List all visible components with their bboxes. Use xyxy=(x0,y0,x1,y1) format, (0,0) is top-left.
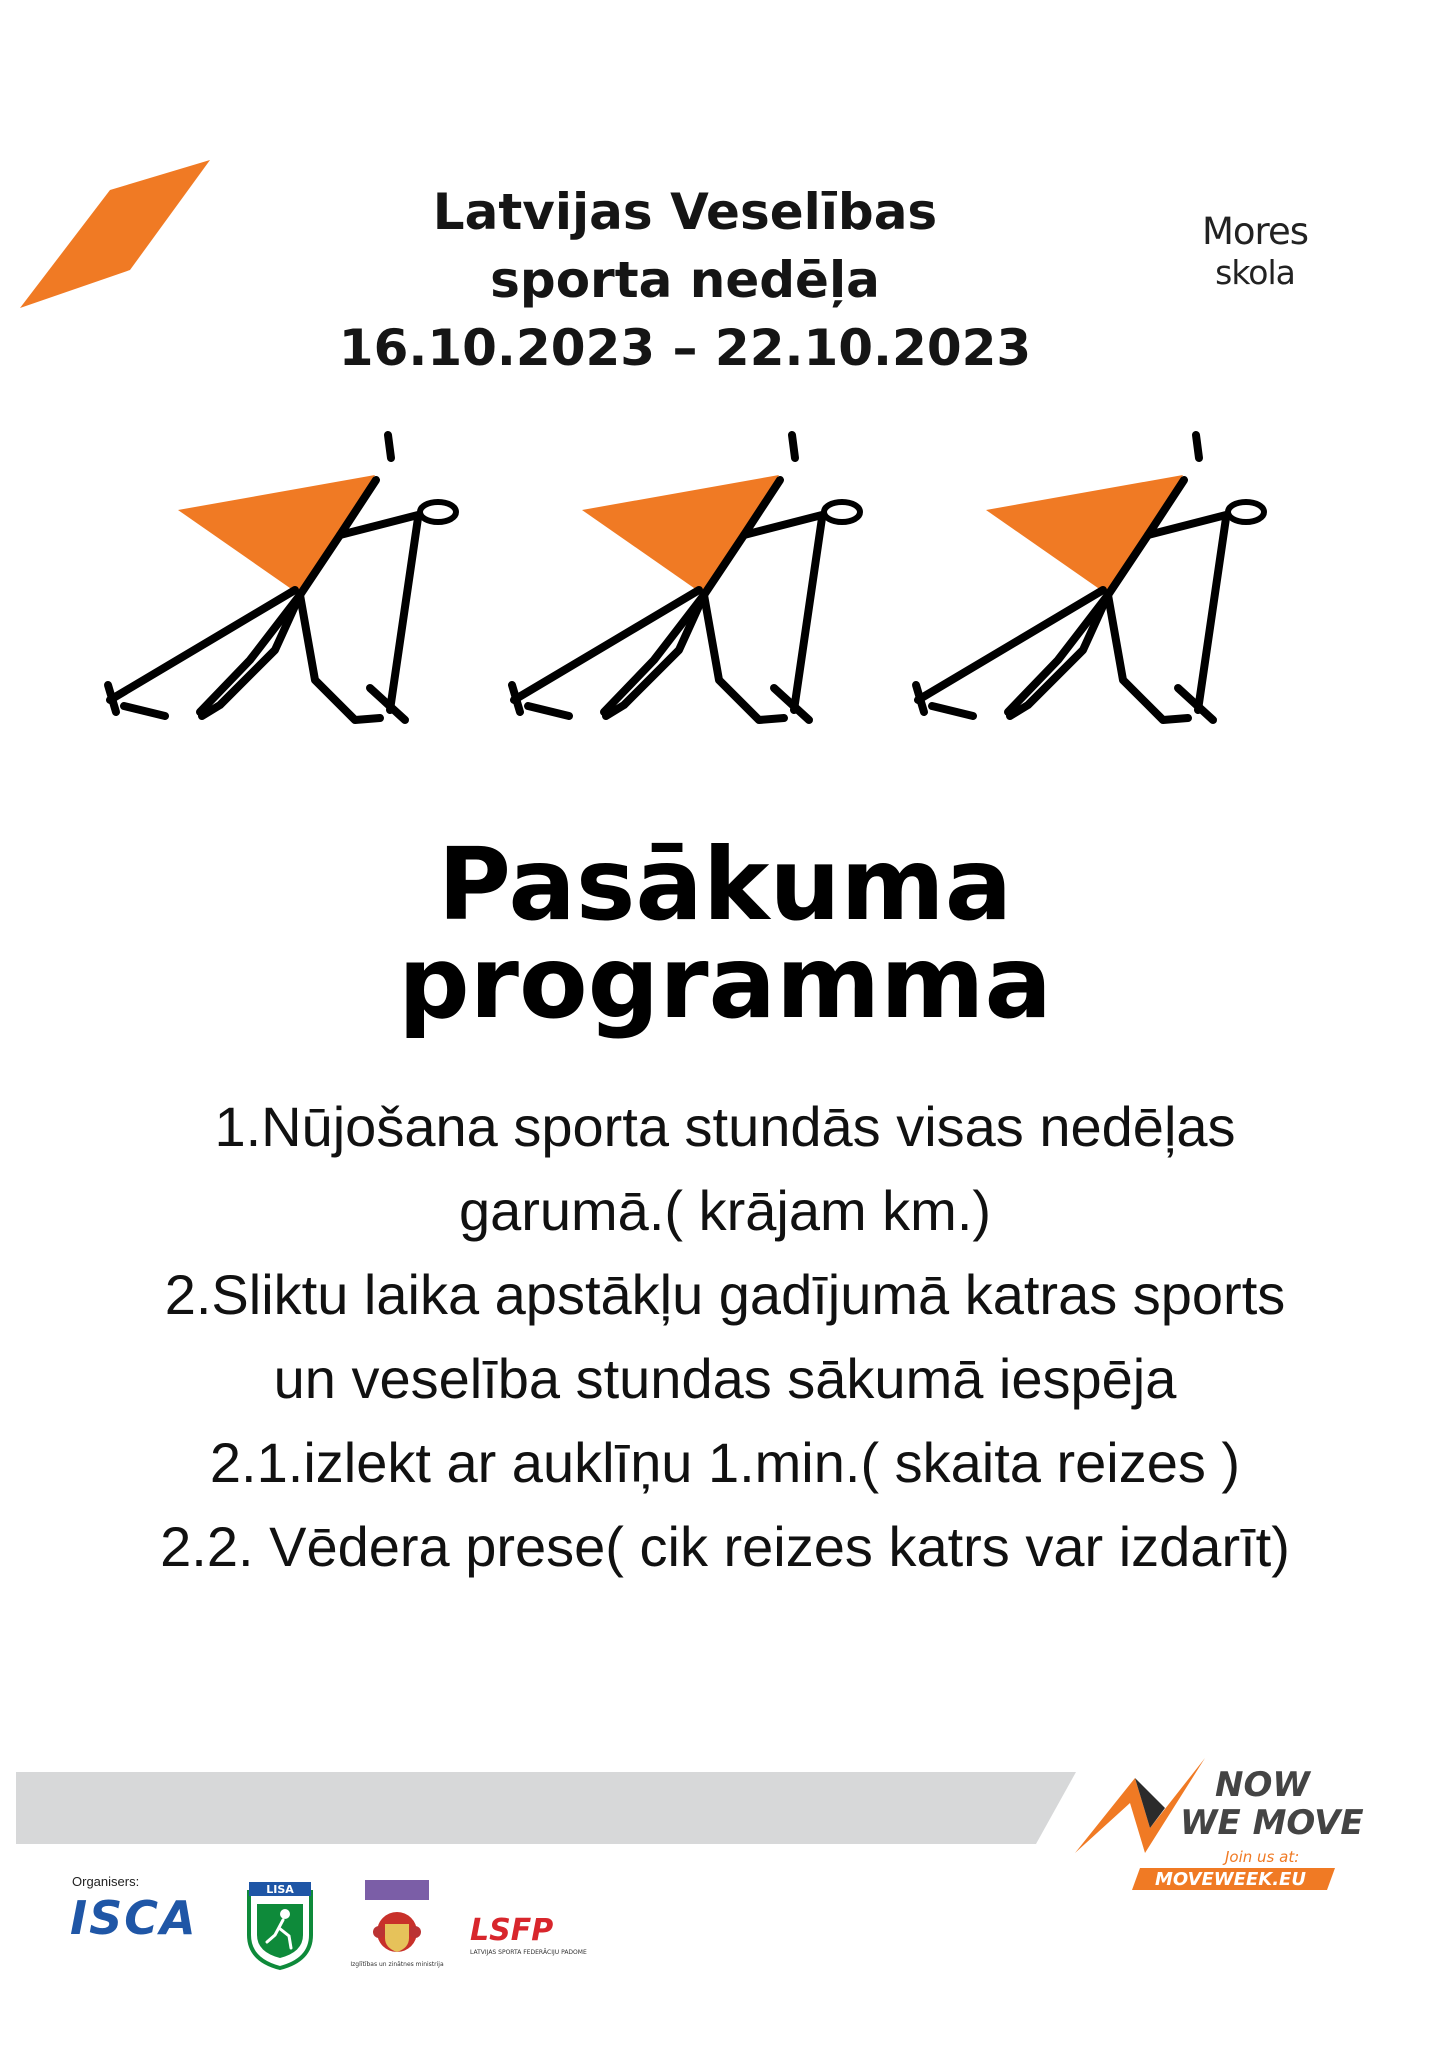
event-header xyxy=(250,178,1120,382)
program-list xyxy=(90,1085,1360,1589)
nordic-walker-figure-icon xyxy=(504,420,874,740)
program-item: 2.1.izlekt ar auklīņu 1.min.( skaita reizes ) xyxy=(209,1431,1241,1494)
program-item: garumā.( krājam km.) xyxy=(458,1179,992,1242)
header-line-1: Latvijas Veselības xyxy=(432,183,938,241)
corner-arrow-logo-icon xyxy=(20,160,230,310)
header-line-2: sporta nedēļa xyxy=(490,251,880,309)
ministry-logo-text: Izglītības un zinātnes ministrija xyxy=(350,1961,444,1968)
nwm-url-text: MOVEWEEK.EU xyxy=(1155,1869,1306,1890)
header-dates: 16.10.2023 – 22.10.2023 xyxy=(338,319,1032,377)
program-title-line-2: programma xyxy=(398,924,1052,1041)
lsfp-logo-icon xyxy=(468,1910,608,1960)
school-name-line-1: Mores xyxy=(1202,210,1308,253)
footer-band xyxy=(16,1772,1076,1844)
isca-logo-text: ISCA xyxy=(70,1891,198,1945)
lisa-shield-logo-icon xyxy=(245,1880,315,1970)
organisers-label: Organisers: xyxy=(72,1874,140,1889)
nordic-walker-figure-icon xyxy=(100,420,470,740)
lsfp-subtitle: LATVIJAS SPORTA FEDERĀCIJU PADOME xyxy=(470,1949,587,1956)
ministry-crest-logo-icon xyxy=(350,1880,444,1990)
nwm-now-text: NOW xyxy=(1215,1765,1310,1805)
program-item: 1.Nūjošana sporta stundās visas nedēļas xyxy=(214,1095,1236,1158)
program-item: 2.2. Vēdera prese( cik reizes katrs var izdarīt) xyxy=(160,1515,1290,1578)
isca-logo-icon xyxy=(70,1891,220,1945)
lisa-logo-text: LISA xyxy=(266,1883,294,1896)
program-title-line-1: Pasākuma xyxy=(437,826,1013,943)
program-item: 2.Sliktu laika apstākļu gadījumā katras sports xyxy=(164,1263,1286,1326)
lsfp-logo-text: LSFP xyxy=(470,1913,554,1948)
nwm-we-move-text: WE MOVE xyxy=(1180,1803,1364,1843)
school-name xyxy=(1195,210,1315,292)
now-we-move-logo-icon xyxy=(1075,1758,1364,1908)
school-name-line-2: skola xyxy=(1215,253,1295,292)
nordic-walker-figure-icon xyxy=(908,420,1278,740)
program-item: un veselība stundas sākumā iespēja xyxy=(273,1347,1177,1410)
program-title xyxy=(150,826,1300,1041)
nwm-join-text: Join us at: xyxy=(1225,1848,1300,1866)
